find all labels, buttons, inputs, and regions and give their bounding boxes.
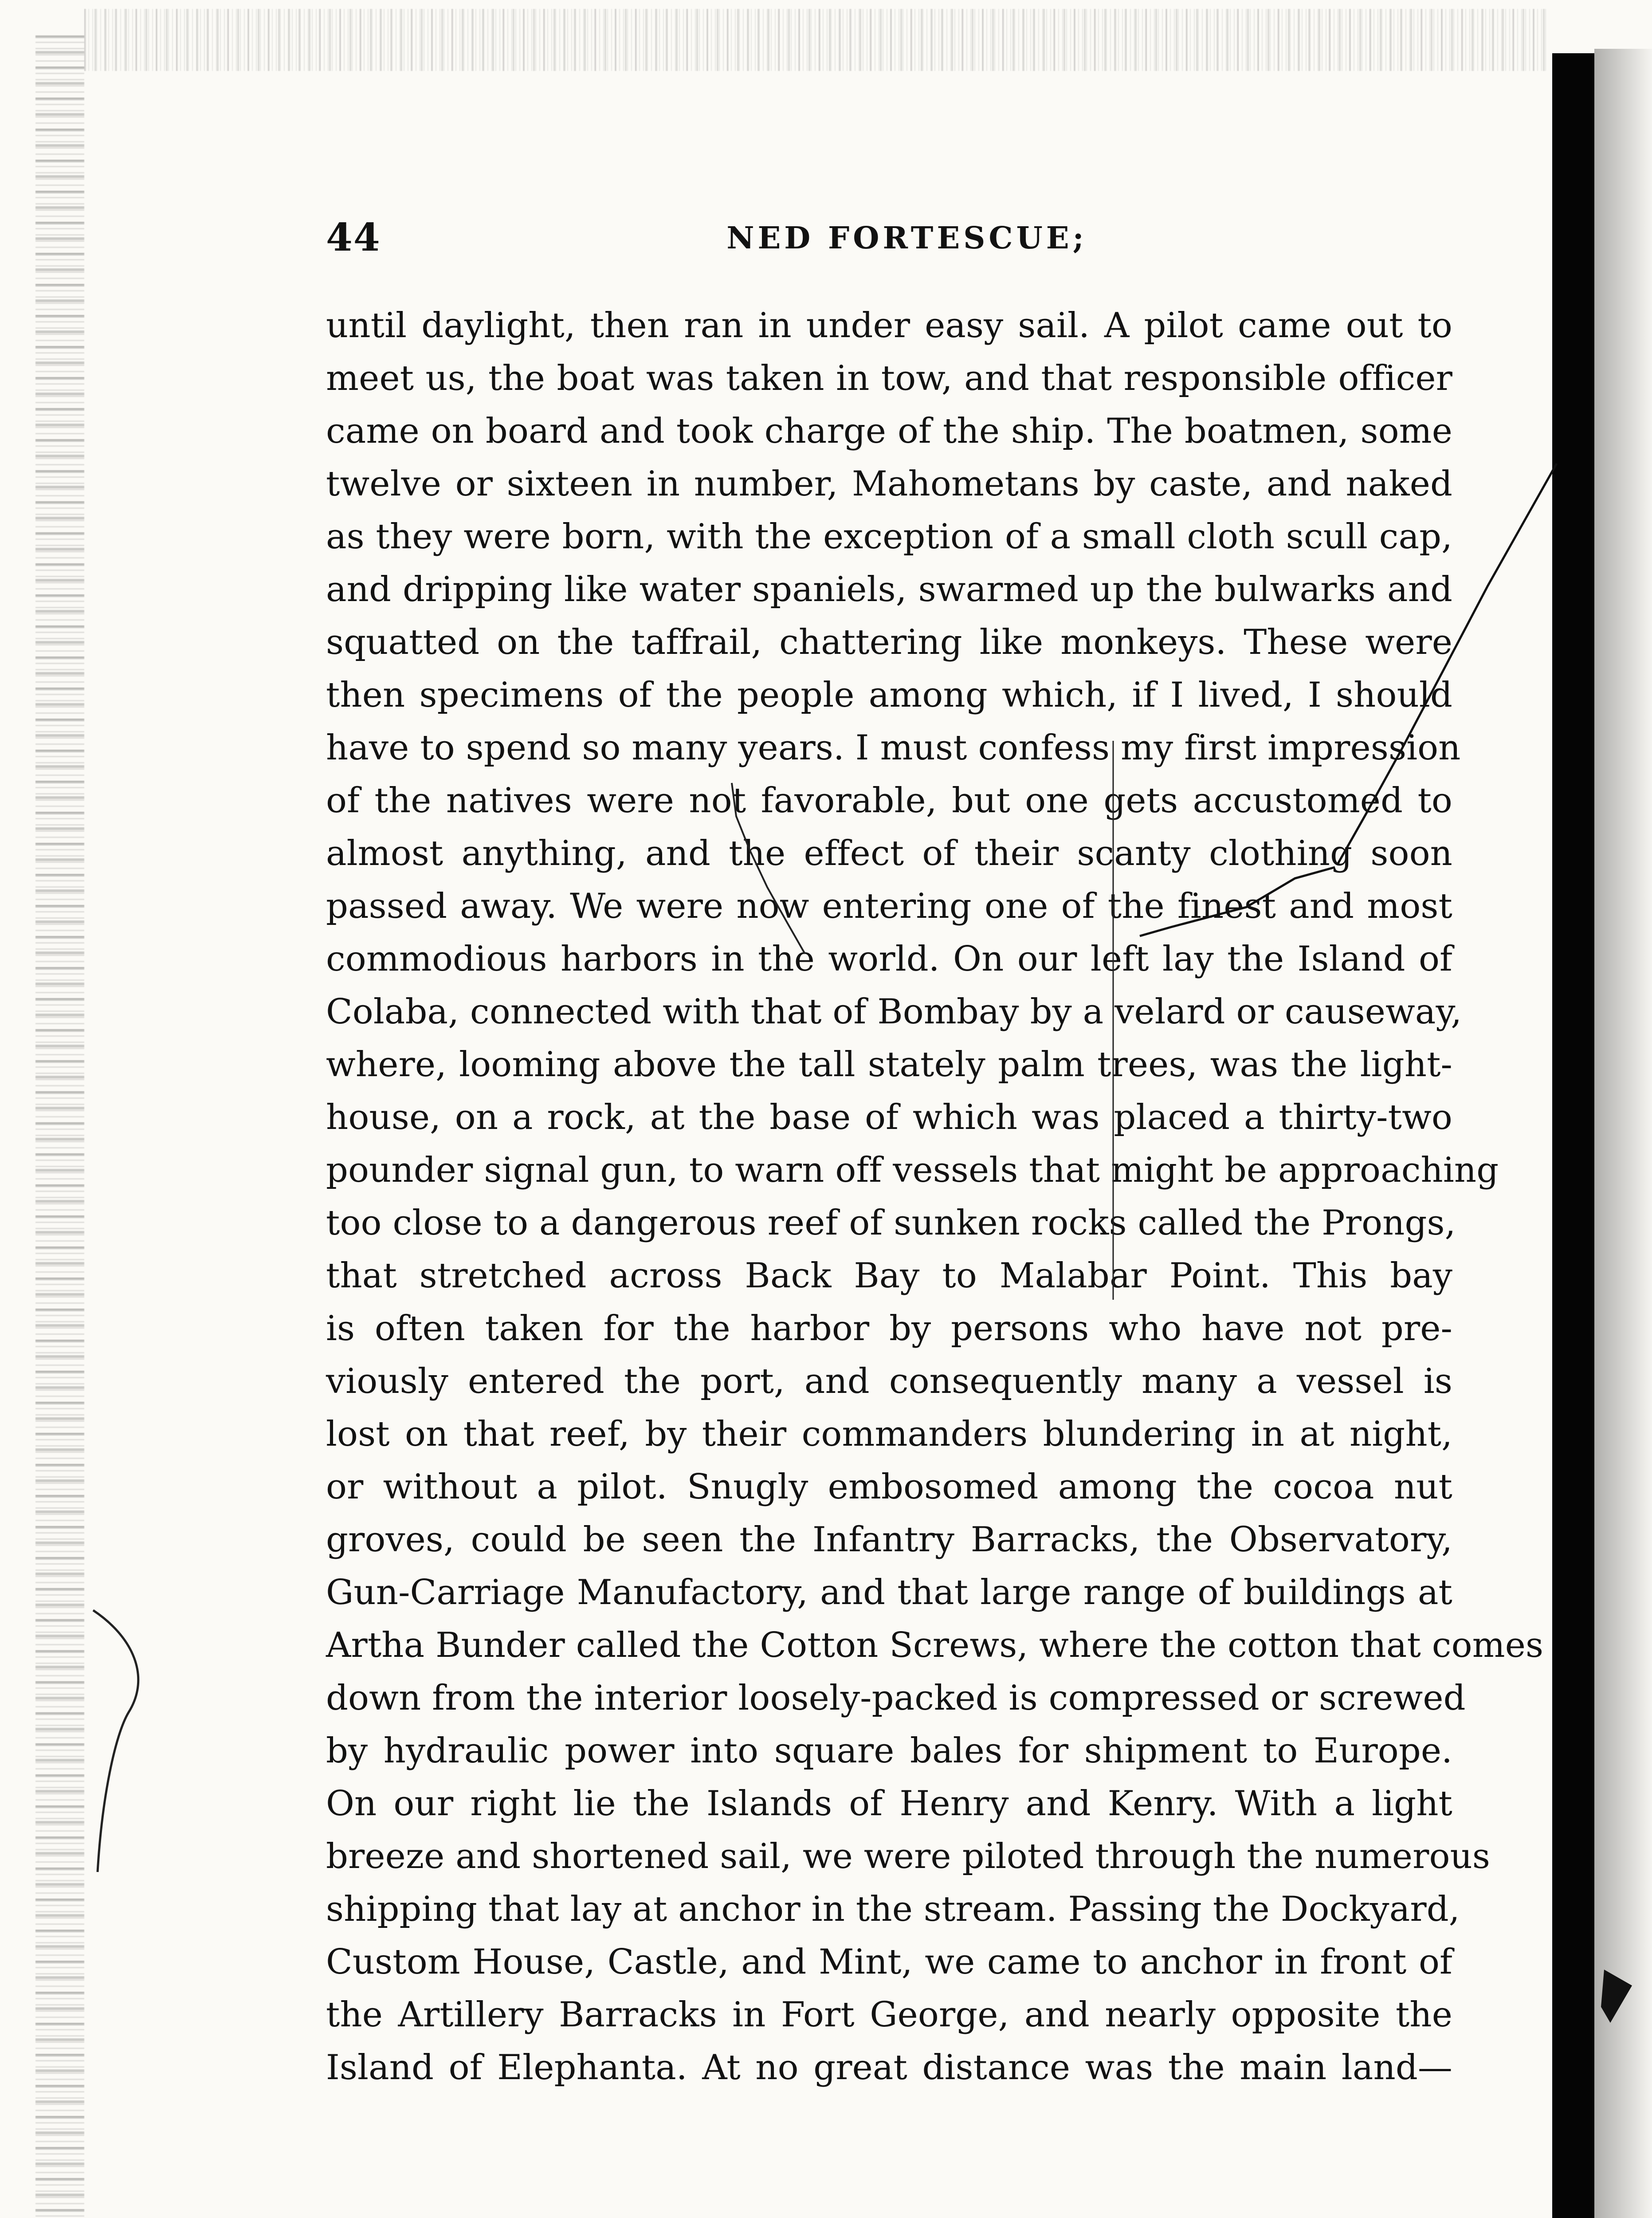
scan-left-edge: [35, 35, 84, 2218]
text-line: breeze and shortened sail, we were piloted through the numerous: [326, 1837, 1491, 1876]
text-line: then specimens of the people among which, if I lived, I should: [326, 675, 1452, 715]
scan-top-edge: [84, 9, 1548, 71]
body-text: [326, 299, 1544, 2218]
text-line: squatted on the taffrail, chattering like monkeys. These were: [326, 622, 1452, 662]
text-line: down from the interior loosely-packed is compressed or screwed: [326, 1678, 1466, 1718]
left-binding-curve: [93, 1610, 138, 1872]
text-line: the Artillery Barracks in Fort George, and nearly opposite the: [326, 1995, 1452, 2035]
text-line: until daylight, then ran in under easy sail. A pilot came out to: [326, 306, 1452, 346]
text-line: shipping that lay at anchor in the stream. Passing the Dockyard,: [326, 1889, 1460, 1929]
text-line: by hydraulic power into square bales for shipment to Europe.: [326, 1731, 1452, 1771]
text-line: twelve or sixteen in number, Mahometans by caste, and naked: [326, 464, 1452, 504]
page-number: 44: [326, 215, 381, 260]
text-line: where, looming above the tall stately palm trees, was the light-: [326, 1045, 1452, 1085]
text-line: Island of Elephanta. At no great distance was the main land—: [326, 2048, 1452, 2088]
text-line: On our right lie the Islands of Henry and Kenry. With a light: [326, 1784, 1452, 1824]
running-header: [326, 215, 1444, 264]
text-line: passed away. We were now entering one of the finest and most: [326, 886, 1452, 926]
text-line: came on board and took charge of the ship. The boatmen, some: [326, 411, 1452, 451]
text-line: viously entered the port, and consequently many a vessel is: [326, 1361, 1452, 1401]
text-line: lost on that reef, by their commanders blundering in at night,: [326, 1414, 1452, 1454]
text-line: as they were born, with the exception of a small cloth scull cap,: [326, 517, 1452, 557]
text-line: pounder signal gun, to warn off vessels that might be approaching: [326, 1150, 1499, 1190]
text-line: Colaba, connected with that of Bombay by a velard or causeway,: [326, 992, 1462, 1032]
text-line: too close to a dangerous reef of sunken rocks called the Prongs,: [326, 1203, 1456, 1243]
text-line: meet us, the boat was taken in tow, and that responsible officer: [326, 358, 1452, 398]
text-line: of the natives were not favorable, but one gets accustomed to: [326, 781, 1452, 821]
text-line: or without a pilot. Snugly embosomed among the cocoa nut: [326, 1467, 1452, 1507]
running-title: NED FORTESCUE;: [726, 220, 1087, 256]
text-line: Gun-Carriage Manufactory, and that large range of buildings at: [326, 1573, 1452, 1612]
text-line: Custom House, Castle, and Mint, we came to anchor in front of: [326, 1942, 1452, 1982]
page-gutter-shadow: [1594, 49, 1652, 2218]
text-line: groves, could be seen the Infantry Barracks, the Observatory,: [326, 1520, 1452, 1560]
text-line: almost anything, and the effect of their scanty clothing soon: [326, 834, 1452, 873]
text-line: have to spend so many years. I must confess my first impression: [326, 728, 1461, 768]
binding-dark-strip: [1552, 53, 1594, 2218]
text-line: that stretched across Back Bay to Malabar Point. This bay: [326, 1256, 1452, 1296]
text-line: Artha Bunder called the Cotton Screws, where the cotton that comes: [326, 1625, 1544, 1665]
text-line: and dripping like water spaniels, swarmed up the bulwarks and: [326, 570, 1452, 610]
text-line: house, on a rock, at the base of which was placed a thirty-two: [326, 1097, 1452, 1137]
text-line: commodious harbors in the world. On our left lay the Island of: [326, 939, 1452, 979]
text-line: is often taken for the harbor by persons who have not pre-: [326, 1309, 1452, 1349]
